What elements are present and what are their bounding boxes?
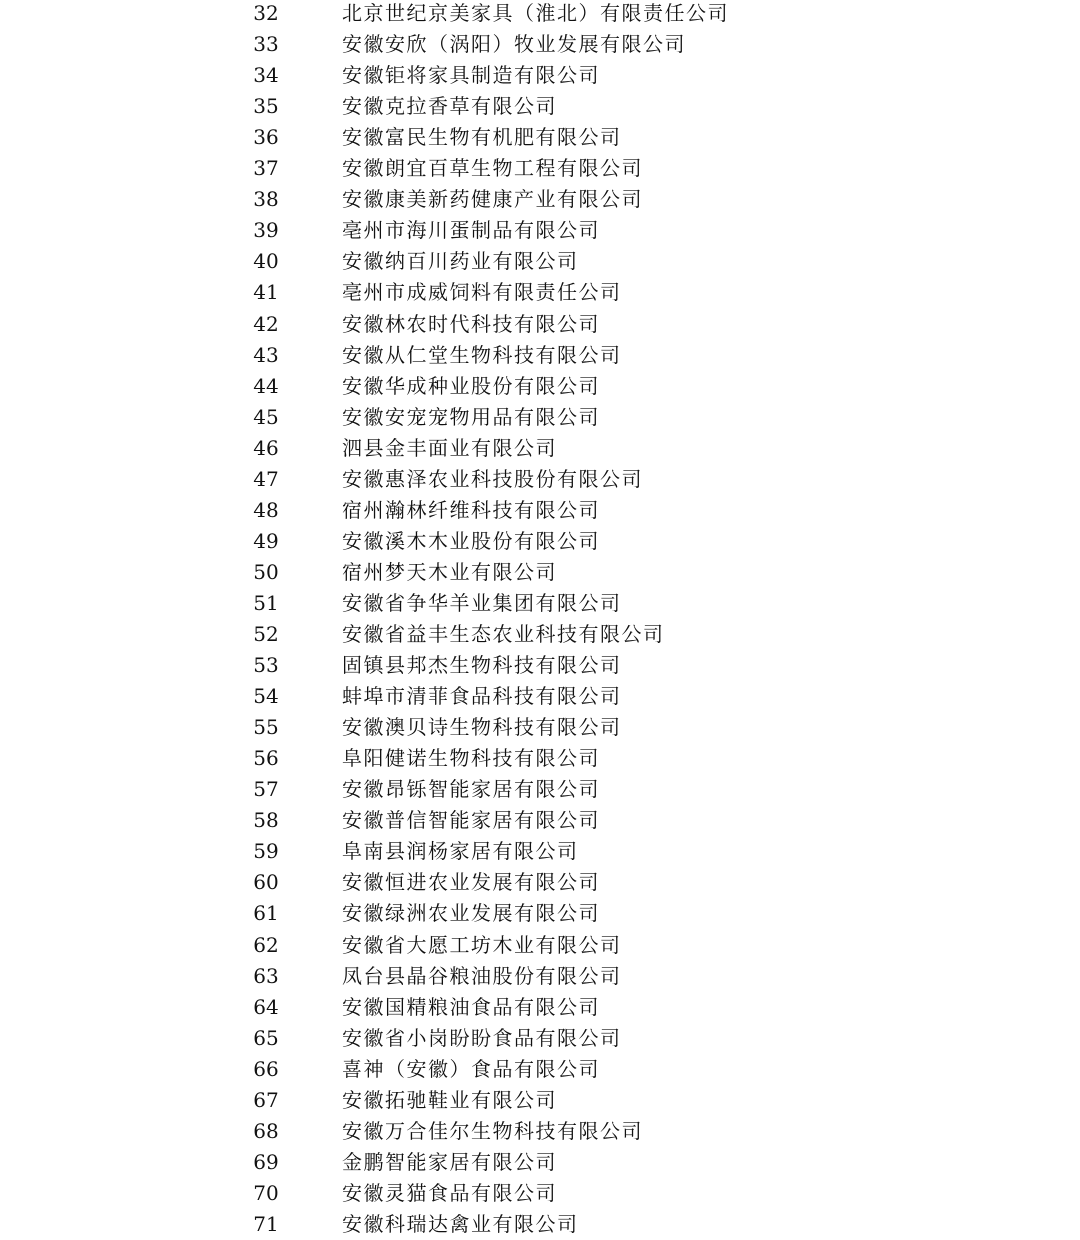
company-name: 亳州市成威饲料有限责任公司 [342, 280, 622, 305]
list-item [0, 992, 1080, 1023]
item-number: 68 [253, 1118, 279, 1143]
item-number: 51 [253, 590, 279, 615]
list-item [0, 961, 1080, 992]
company-name: 安徽安宠宠物用品有限公司 [342, 404, 600, 429]
item-number: 55 [253, 715, 279, 740]
list-item [0, 246, 1080, 277]
item-number: 67 [253, 1087, 279, 1112]
company-name: 安徽万合佳尔生物科技有限公司 [342, 1118, 643, 1143]
company-name: 蚌埠市清菲食品科技有限公司 [342, 684, 622, 709]
company-name: 金鹏智能家居有限公司 [342, 1149, 557, 1174]
item-number: 44 [253, 373, 279, 398]
company-name: 凤台县晶谷粮油股份有限公司 [342, 963, 622, 988]
company-name: 安徽拓驰鞋业有限公司 [342, 1087, 557, 1112]
list-item [0, 712, 1080, 743]
company-name: 宿州梦天木业有限公司 [342, 559, 557, 584]
list-item [0, 184, 1080, 215]
list-item [0, 0, 1080, 29]
list-item [0, 433, 1080, 464]
item-number: 59 [253, 839, 279, 864]
list-item [0, 1116, 1080, 1147]
company-name: 安徽安欣（涡阳）牧业发展有限公司 [342, 32, 686, 57]
company-name: 安徽澳贝诗生物科技有限公司 [342, 715, 622, 740]
list-item [0, 340, 1080, 371]
list-item [0, 526, 1080, 557]
item-number: 38 [253, 187, 279, 212]
company-name: 安徽普信智能家居有限公司 [342, 808, 600, 833]
company-name: 安徽省争华羊业集团有限公司 [342, 590, 622, 615]
item-number: 42 [253, 311, 279, 336]
item-number: 53 [253, 653, 279, 678]
item-number: 50 [253, 559, 279, 584]
item-number: 52 [253, 622, 279, 646]
company-name: 安徽国精粮油食品有限公司 [342, 994, 600, 1019]
list-item [0, 1178, 1080, 1209]
company-name: 安徽纳百川药业有限公司 [342, 249, 579, 274]
item-number: 69 [253, 1149, 279, 1174]
list-item [0, 774, 1080, 805]
item-number: 34 [253, 63, 279, 88]
list-item [0, 650, 1080, 681]
item-number: 33 [253, 32, 279, 57]
item-number: 57 [253, 777, 279, 802]
company-name: 安徽科瑞达禽业有限公司 [342, 1211, 579, 1236]
list-item [0, 371, 1080, 402]
company-name: 安徽绿洲农业发展有限公司 [342, 901, 600, 926]
item-number: 39 [253, 218, 279, 243]
list-item [0, 277, 1080, 308]
company-name: 安徽钜将家具制造有限公司 [342, 63, 600, 88]
list-item [0, 122, 1080, 153]
list-item [0, 215, 1080, 246]
company-name: 安徽从仁堂生物科技有限公司 [342, 342, 622, 367]
company-name: 安徽昂铄智能家居有限公司 [342, 777, 600, 802]
list-item [0, 805, 1080, 836]
company-name: 宿州瀚林纤维科技有限公司 [342, 497, 600, 522]
item-number: 45 [253, 404, 279, 429]
list-item [0, 464, 1080, 495]
list-item [0, 309, 1080, 340]
company-name: 安徽溪木木业股份有限公司 [342, 528, 600, 553]
list-item [0, 681, 1080, 712]
item-number: 35 [253, 94, 279, 119]
item-number: 66 [253, 1056, 279, 1081]
company-name: 安徽克拉香草有限公司 [342, 94, 557, 119]
list-item [0, 495, 1080, 526]
company-name: 泗县金丰面业有限公司 [342, 435, 557, 460]
company-name: 安徽省大愿工坊木业有限公司 [342, 932, 622, 957]
company-name: 安徽康美新药健康产业有限公司 [342, 187, 643, 212]
list-item [0, 91, 1080, 122]
item-number: 37 [253, 156, 279, 181]
item-number: 63 [253, 963, 279, 988]
company-name: 安徽富民生物有机肥有限公司 [342, 125, 622, 150]
company-name: 北京世纪京美家具（淮北）有限责任公司 [342, 1, 729, 25]
item-number: 46 [253, 435, 279, 460]
item-number: 54 [253, 684, 279, 709]
list-item [0, 619, 1080, 650]
list-item [0, 588, 1080, 619]
company-name: 固镇县邦杰生物科技有限公司 [342, 653, 622, 678]
item-number: 40 [253, 249, 279, 274]
item-number: 71 [253, 1211, 279, 1236]
list-item [0, 1147, 1080, 1178]
list-item [0, 743, 1080, 774]
item-number: 70 [253, 1180, 279, 1205]
company-name: 阜南县润杨家居有限公司 [342, 839, 579, 864]
company-name: 喜神（安徽）食品有限公司 [342, 1056, 600, 1081]
list-item [0, 1054, 1080, 1085]
list-item [0, 1023, 1080, 1054]
item-number: 62 [253, 932, 279, 957]
company-name: 安徽灵猫食品有限公司 [342, 1180, 557, 1205]
list-item [0, 1085, 1080, 1116]
item-number: 32 [253, 1, 279, 25]
list-item [0, 867, 1080, 898]
item-number: 64 [253, 994, 279, 1019]
company-name: 安徽恒进农业发展有限公司 [342, 870, 600, 895]
item-number: 36 [253, 125, 279, 150]
list-item [0, 836, 1080, 867]
item-number: 56 [253, 746, 279, 771]
company-name: 阜阳健诺生物科技有限公司 [342, 746, 600, 771]
item-number: 43 [253, 342, 279, 367]
item-number: 47 [253, 466, 279, 491]
company-name: 安徽林农时代科技有限公司 [342, 311, 600, 336]
company-name: 亳州市海川蛋制品有限公司 [342, 218, 600, 243]
list-item [0, 898, 1080, 929]
company-name: 安徽省益丰生态农业科技有限公司 [342, 622, 665, 646]
list-item [0, 402, 1080, 433]
company-name: 安徽省小岗盼盼食品有限公司 [342, 1025, 622, 1050]
company-name: 安徽朗宜百草生物工程有限公司 [342, 156, 643, 181]
list-item [0, 930, 1080, 961]
item-number: 60 [253, 870, 279, 895]
company-name: 安徽惠泽农业科技股份有限公司 [342, 466, 643, 491]
list-item [0, 60, 1080, 91]
list-item [0, 557, 1080, 588]
item-number: 58 [253, 808, 279, 833]
item-number: 61 [253, 901, 279, 926]
list-item [0, 29, 1080, 60]
list-item [0, 153, 1080, 184]
item-number: 49 [253, 528, 279, 553]
item-number: 48 [253, 497, 279, 522]
item-number: 65 [253, 1025, 279, 1050]
company-name: 安徽华成种业股份有限公司 [342, 373, 600, 398]
list-item [0, 1209, 1080, 1240]
item-number: 41 [253, 280, 279, 305]
